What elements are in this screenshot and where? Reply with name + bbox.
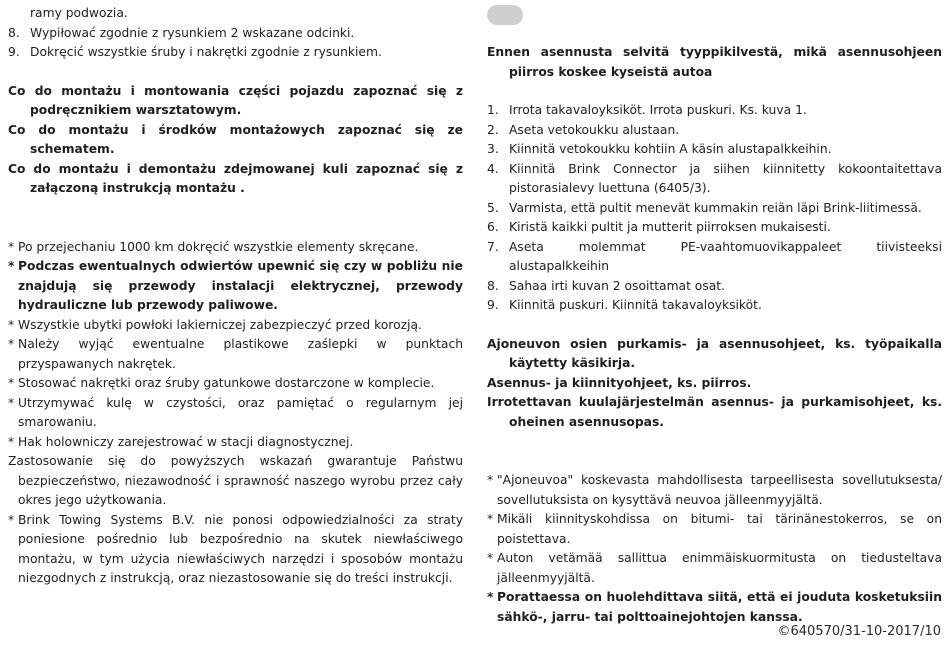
bold-note: Asennus- ja kiinnityohjeet, ks. piirros. [487, 375, 752, 390]
note-item: * Po przejechaniu 1000 km dokręcić wszystkie elementy skręcane. [8, 239, 419, 254]
note-item: * Stosować nakrętki oraz śruby gatunkowe dostarczone w komplecie. [8, 376, 435, 390]
finnish-steps [487, 101, 942, 316]
note-item: * Auton vetämää sallittua enimmäiskuormitusta on tiedusteltava jälleenmyyjältä. [487, 551, 942, 585]
step-item: 5. Varmista, että pultit menevät kummakin reiän läpi Brink-liitimessä. [487, 200, 922, 215]
step-item: 3. Kiinnitä vetokoukku kohtiin A käsin alustapalkkeihin. [487, 142, 832, 156]
polish-steps-top [8, 4, 463, 63]
bold-note: Co do montażu i montowania części pojazdu zapoznać się z podręcznikiem warsztatowym. [8, 83, 463, 117]
step-item: 9. Kiinnitä puskuri. Kiinnitä takavaloyksiköt. [487, 298, 762, 312]
finnish-intro [487, 43, 942, 82]
finnish-bold-notes [487, 335, 942, 433]
step-item: 8. Wypiłować zgodnie z rysunkiem 2 wskazane odcinki. [8, 25, 355, 40]
step-item: 8. Sahaa irti kuvan 2 osoittamat osat. [487, 278, 726, 293]
bold-note: Co do montażu i środków montażowych zapoznać się ze schematem. [8, 122, 463, 156]
note-item: * Wszystkie ubytki powłoki lakierniczej zabezpieczyć przed korozją. [8, 317, 422, 332]
finnish-column [487, 0, 942, 627]
step-item: ramy podwozia. [30, 6, 128, 20]
note-item: * "Ajoneuvoa" koskevasta mahdollisesta tarpeellisesta sovellutuksesta/ sovellutuksista on kysyttävä neuvoa jälleenmyyjältä. [487, 473, 942, 507]
polish-bold-notes [8, 82, 463, 199]
note-item: * Utrzymywać kulę w czystości, oraz pamiętać o regularnym jej smarowaniu. [8, 395, 463, 429]
note-item: * Podczas ewentualnych odwiertów upewnić się czy w pobliżu nie znajdują się przewody instalacji elektrycznej, przewody hydrauliczne lub przewody paliwowe. [8, 259, 463, 312]
step-item: 9. Dokręcić wszystkie śruby i nakrętki zgodnie z rysunkiem. [8, 45, 382, 59]
liability-note: * Brink Towing Systems B.V. nie ponosi odpowiedzialności za straty poniesione pośrednio lub bezpośrednio na skutek niewłaściwego montażu, w tym użycia niewłaściwych narzędzi i sposobów montażu niezgodnych z instrukcją, oraz niezastosowanie się do treści instrukcji. [8, 512, 463, 585]
intro-text: Ennen asennusta selvitä tyyppikilvestä, mikä asennusohjeen piirros koskee kyseistä autoa [487, 45, 942, 79]
guarantee-text: Zastosowanie się do powyższych wskazań gwarantuje Państwu bezpieczeństwo, niezawodność i sprawność naszego wyrobu przez cały okres jego użytkowania. [8, 454, 463, 507]
note-item: * Porattaessa on huolehdittava siitä, että ei jouduta kosketuksiin sähkö-, jarru- tai polttoainejohtojen kanssa. [487, 590, 942, 624]
step-item: 4. Kiinnitä Brink Connector ja siihen kiinnitetty kokoontaitettava pistorasialevy luettuna (6405/3). [487, 161, 942, 195]
bold-note: Ajoneuvon osien purkamis- ja asennusohjeet, ks. työpaikalla käytetty käsikirja. [487, 336, 942, 370]
step-item: 2. Aseta vetokoukku alustaan. [487, 122, 680, 137]
polish-column [8, 0, 463, 589]
polish-notes [8, 238, 463, 589]
bold-note: Co do montażu i demontażu zdejmowanej kuli zapoznać się z załączoną instrukcją montażu . [8, 161, 463, 195]
note-item: * Hak holowniczy zarejestrować w stacji diagnostycznej. [8, 434, 354, 449]
step-item: 6. Kiristä kaikki pultit ja mutterit piirroksen mukaisesti. [487, 220, 831, 234]
bold-note: Irrotettavan kuulajärjestelmän asennus- ja purkamisohjeet, ks. oheinen asennusopas. [487, 395, 942, 429]
note-item: * Należy wyjąć ewentualne plastikowe zaślepki w punktach przyspawanych nakrętek. [8, 337, 463, 371]
finnish-notes [487, 471, 942, 627]
note-item: * Mikäli kiinnityskohdissa on bitumi- tai tärinänestokerros, se on poistettava. [487, 512, 942, 546]
document-code: ©640570/31-10-2017/10 [777, 624, 941, 639]
step-item: 7. Aseta molemmat PE-vaahtomuovikappaleet tiivisteeksi alustapalkkeihin [487, 239, 942, 273]
step-item: 1. Irrota takavaloyksiköt. Irrota puskuri. Ks. kuva 1. [487, 103, 807, 117]
